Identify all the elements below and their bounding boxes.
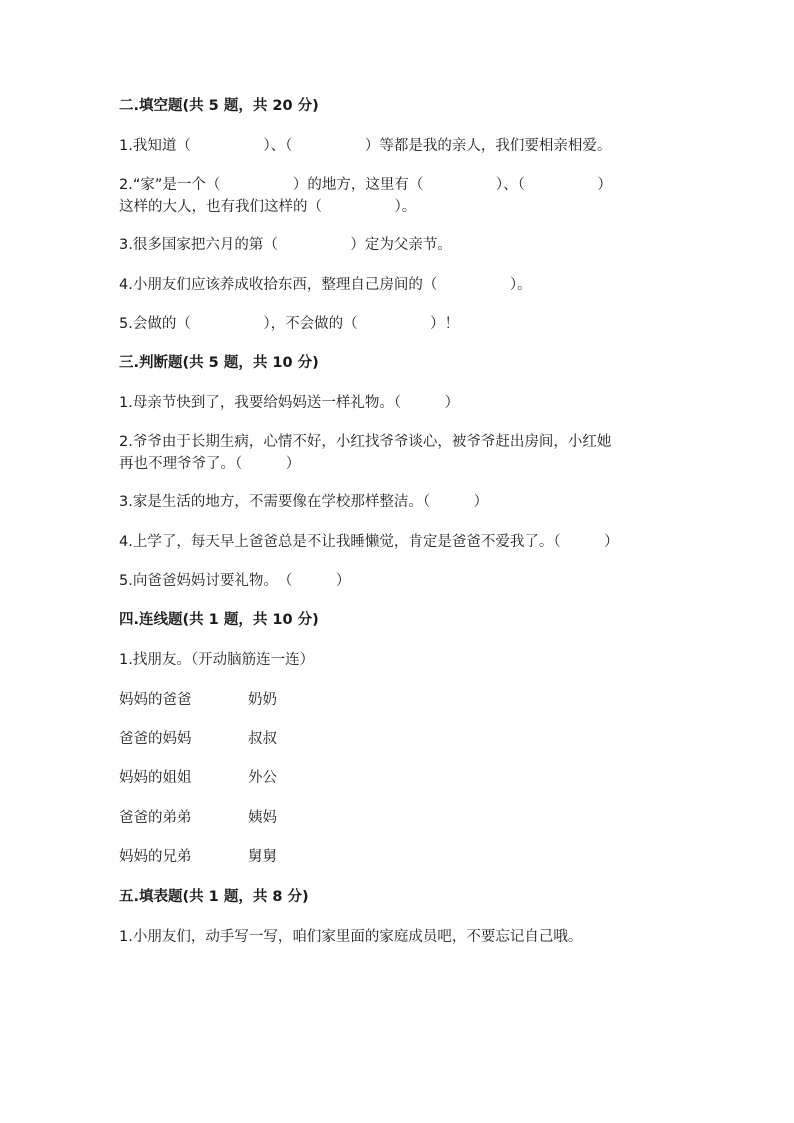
fill-blank-question-1: 1.我知道（ ）、（ ）等都是我的亲人，我们要相亲相爱。 <box>119 138 612 154</box>
true-false-question-2-line-2: 再也不理爷爷了。（ ） <box>119 456 301 472</box>
matching-question-1: 1.找朋友。（开动脑筋连一连） <box>119 652 315 668</box>
table-question-1: 1.小朋友们，动手写一写，咱们家里面的家庭成员吧，不要忘记自己哦。 <box>119 929 583 945</box>
match-left-item: 妈妈的爸爸 <box>119 692 192 708</box>
section-4-heading: 四.连线题(共 1 题，共 10 分) <box>119 612 319 628</box>
match-right-item: 舅舅 <box>248 849 277 865</box>
match-left-item: 妈妈的姐姐 <box>119 770 192 786</box>
fill-blank-question-2-line-2: 这样的大人，也有我们这样的（ ）。 <box>119 199 417 215</box>
fill-blank-question-3: 3.很多国家把六月的第（ ）定为父亲节。 <box>119 237 452 253</box>
true-false-question-3: 3.家是生活的地方，不需要像在学校那样整洁。（ ） <box>119 494 489 510</box>
true-false-question-1: 1.母亲节快到了，我要给妈妈送一样礼物。（ ） <box>119 395 460 411</box>
true-false-question-2-line-1: 2.爷爷由于长期生病，心情不好，小红找爷爷谈心，被爷爷赶出房间，小红她 <box>119 434 612 450</box>
section-3-heading: 三.判断题(共 5 题，共 10 分) <box>119 355 319 371</box>
match-right-item: 外公 <box>248 770 277 786</box>
true-false-question-5: 5.向爸爸妈妈讨要礼物。 （ ） <box>119 573 351 589</box>
true-false-question-4: 4.上学了，每天早上爸爸总是不让我睡懒觉，肯定是爸爸不爱我了。（ ） <box>119 534 619 550</box>
match-left-item: 爸爸的妈妈 <box>119 731 192 747</box>
fill-blank-question-4: 4.小朋友们应该养成收拾东西，整理自己房间的（ ）。 <box>119 277 532 293</box>
match-left-item: 妈妈的兄弟 <box>119 849 192 865</box>
section-5-heading: 五.填表题(共 1 题，共 8 分) <box>119 889 309 905</box>
match-right-item: 叔叔 <box>248 731 277 747</box>
match-right-item: 姨妈 <box>248 810 277 826</box>
fill-blank-question-5: 5.会做的（ ），不会做的（ ）！ <box>119 316 460 332</box>
match-right-item: 奶奶 <box>248 692 277 708</box>
section-2-heading: 二.填空题(共 5 题，共 20 分) <box>119 98 319 114</box>
fill-blank-question-2-line-1: 2.“家”是一个（ ）的地方，这里有（ ）、（ ） <box>119 177 612 193</box>
match-left-item: 爸爸的弟弟 <box>119 810 192 826</box>
